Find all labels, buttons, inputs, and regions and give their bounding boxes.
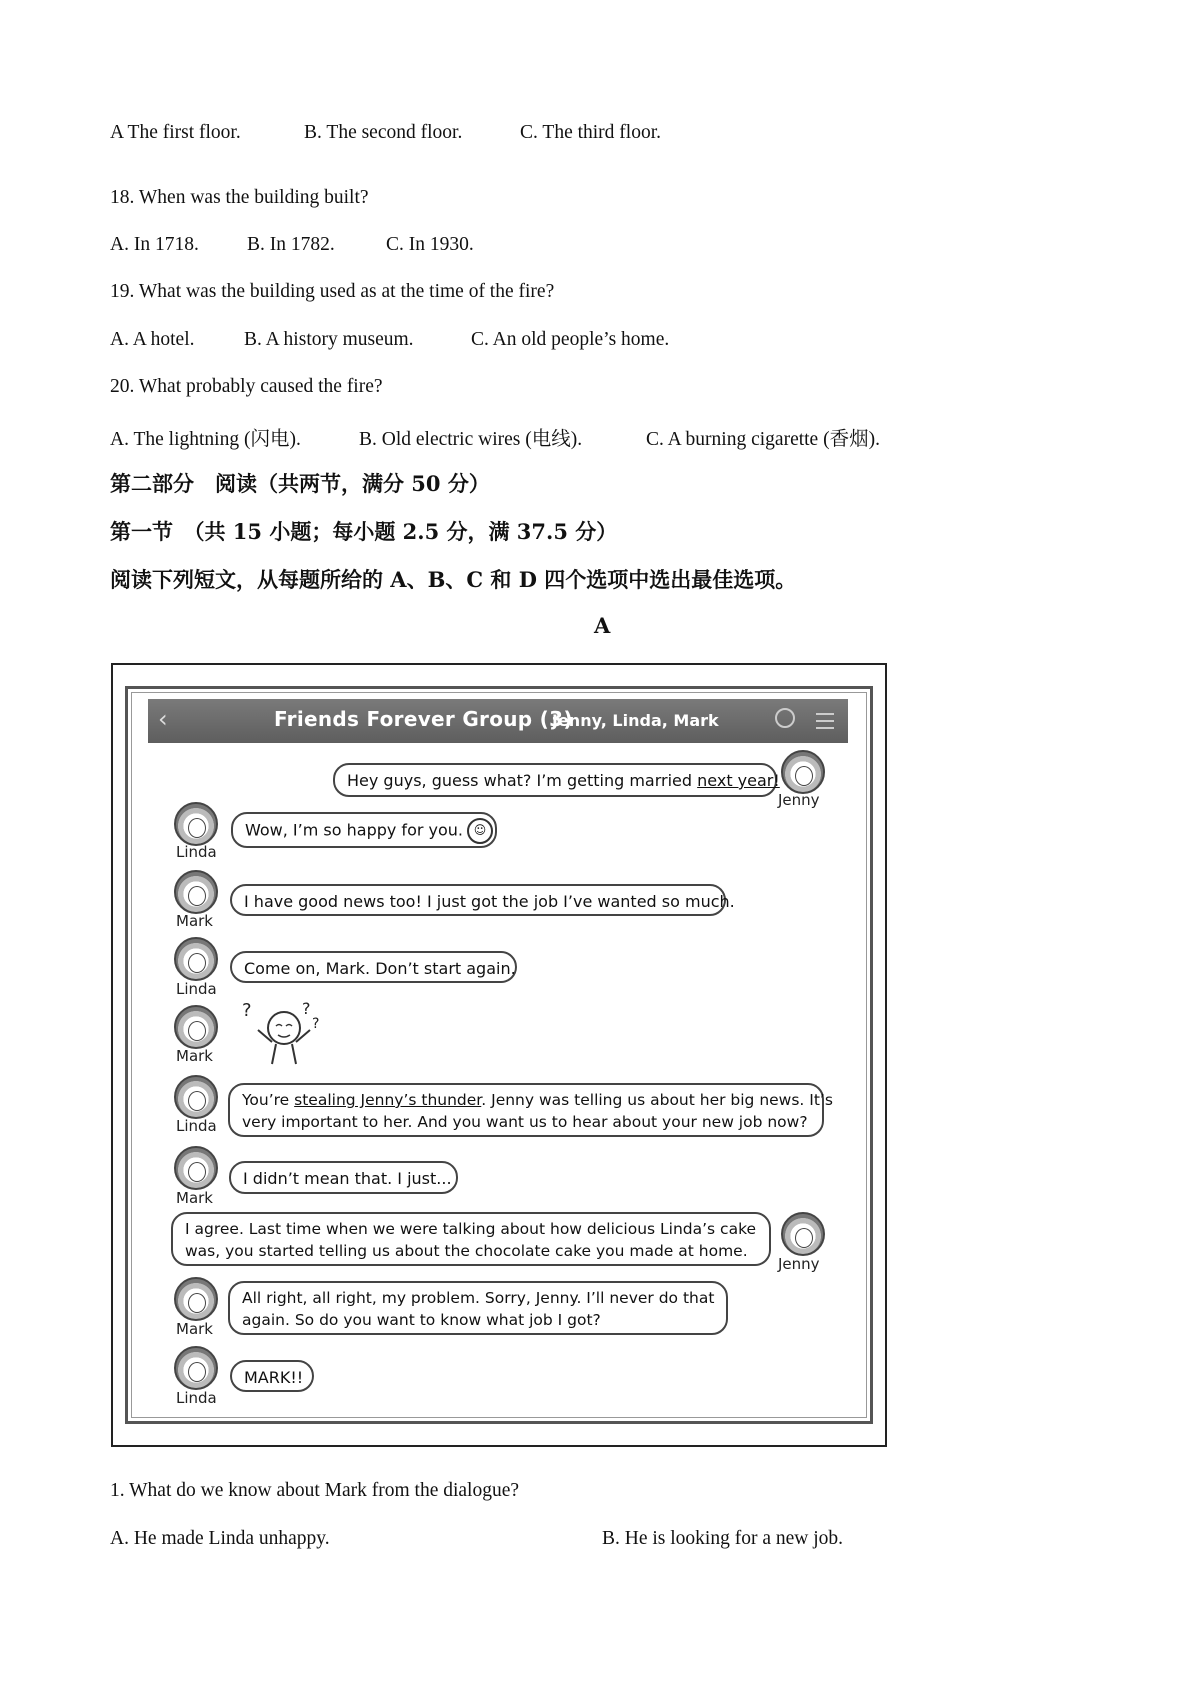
avatar-mark bbox=[174, 1277, 218, 1321]
q19-option-c: C. An old people’s home. bbox=[471, 329, 670, 350]
message-text: MARK!! bbox=[244, 1368, 304, 1387]
message-line-1: All right, all right, my problem. Sorry, Jenny. I’ll never do that bbox=[242, 1289, 715, 1307]
avatar-name-mark: Mark bbox=[176, 1320, 213, 1338]
avatar-mark bbox=[174, 870, 218, 914]
chat-message-jenny-1 bbox=[333, 763, 780, 797]
chat-header bbox=[148, 699, 848, 743]
chat-message-jenny-2 bbox=[171, 1212, 771, 1266]
q20-option-b: B. Old electric wires (电线). bbox=[359, 429, 583, 450]
avatar-linda bbox=[174, 1075, 218, 1119]
message-line-2: was, you started telling us about the chocolate cake you made at home. bbox=[185, 1242, 748, 1260]
q1-option-b: B. He is looking for a new job. bbox=[602, 1528, 844, 1549]
q1-option-a: A. He made Linda unhappy. bbox=[110, 1528, 330, 1549]
q20-option-a: A. The lightning (闪电). bbox=[110, 429, 301, 450]
avatar-mark bbox=[174, 1005, 218, 1049]
message-line-1: You’re stealing Jenny’s thunder. Jenny was telling us about her big news. It’s bbox=[242, 1091, 833, 1109]
q19-option-b: B. A history museum. bbox=[244, 329, 414, 350]
message-underlined-text: next year! bbox=[697, 771, 780, 790]
chat-message-linda-3 bbox=[228, 1083, 833, 1137]
avatar-linda bbox=[174, 937, 218, 981]
passage-label: A bbox=[594, 613, 611, 638]
avatar-jenny bbox=[781, 1212, 825, 1256]
avatar-name-mark: Mark bbox=[176, 912, 213, 930]
avatar-linda bbox=[174, 1346, 218, 1390]
chat-message-mark-1 bbox=[230, 884, 735, 916]
message-text: I didn’t mean that. I just... bbox=[243, 1169, 452, 1188]
message-text: Hey guys, guess what? I’m getting married bbox=[347, 771, 698, 790]
reading-instruction: 阅读下列短文，从每题所给的 A、B、C 和 D 四个选项中选出最佳选项。 bbox=[110, 567, 797, 592]
q17-option-b: B. The second floor. bbox=[304, 122, 463, 143]
message-line-1: I agree. Last time when we were talking about how delicious Linda’s cake bbox=[185, 1220, 757, 1238]
avatar-mark bbox=[174, 1146, 218, 1190]
avatar-name-linda: Linda bbox=[176, 1117, 217, 1135]
search-icon bbox=[775, 708, 795, 728]
avatar-name-linda: Linda bbox=[176, 843, 217, 861]
q20-question: 20. What probably caused the fire? bbox=[110, 376, 383, 397]
avatar-name-linda: Linda bbox=[176, 980, 217, 998]
message-text: Come on, Mark. Don’t start again. bbox=[244, 959, 516, 978]
back-arrow-icon: ‹ bbox=[158, 705, 168, 733]
message-line-2: very important to her. And you want us to hear about your new job now? bbox=[242, 1113, 808, 1131]
avatar-name-jenny: Jenny bbox=[778, 791, 820, 809]
q17-option-a: A The first floor. bbox=[110, 122, 241, 143]
chat-message-linda-2 bbox=[230, 951, 517, 983]
chat-message-linda-4 bbox=[230, 1360, 314, 1392]
q1-question: 1. What do we know about Mark from the dialogue? bbox=[110, 1480, 520, 1501]
chat-group-title: Friends Forever Group (3) bbox=[274, 707, 573, 731]
q17-option-c: C. The third floor. bbox=[520, 122, 662, 143]
part2-heading: 第二部分 阅读（共两节，满分 50 分） bbox=[110, 471, 490, 496]
svg-text:?: ? bbox=[242, 1000, 252, 1021]
menu-icon bbox=[816, 713, 834, 734]
laughing-emoji-icon: ☺ bbox=[467, 818, 493, 844]
avatar-name-jenny: Jenny bbox=[778, 1255, 820, 1273]
chat-message-mark-2 bbox=[229, 1161, 458, 1194]
svg-text:?: ? bbox=[312, 1016, 320, 1032]
chat-message-linda-1 bbox=[231, 812, 497, 848]
avatar-jenny bbox=[781, 750, 825, 794]
q18-option-a: A. In 1718. bbox=[110, 234, 199, 255]
q20-option-c: C. A burning cigarette (香烟). bbox=[646, 429, 880, 450]
avatar-name-linda: Linda bbox=[176, 1389, 217, 1407]
avatar-linda bbox=[174, 802, 218, 846]
q19-question: 19. What was the building used as at the time of the fire? bbox=[110, 281, 555, 302]
avatar-name-mark: Mark bbox=[176, 1189, 213, 1207]
svg-text:?: ? bbox=[302, 999, 311, 1018]
message-text: Wow, I’m so happy for you. bbox=[245, 820, 463, 840]
section1-heading: 第一节 （共 15 小题；每小题 2.5 分，满 37.5 分） bbox=[110, 519, 618, 544]
idiom-stealing-thunder: stealing Jenny’s thunder bbox=[294, 1091, 482, 1109]
confused-sticker-icon bbox=[236, 998, 328, 1068]
message-text: I have good news too! I just got the job I’ve wanted so much. bbox=[244, 892, 735, 911]
message-line-2: again. So do you want to know what job I got? bbox=[242, 1311, 601, 1329]
q18-option-b: B. In 1782. bbox=[247, 234, 335, 255]
chat-members: Jenny, Linda, Mark bbox=[552, 711, 719, 730]
q19-option-a: A. A hotel. bbox=[110, 329, 195, 350]
q18-option-c: C. In 1930. bbox=[386, 234, 474, 255]
chat-message-mark-3 bbox=[228, 1281, 728, 1335]
avatar-name-mark: Mark bbox=[176, 1047, 213, 1065]
q18-question: 18. When was the building built? bbox=[110, 187, 369, 208]
